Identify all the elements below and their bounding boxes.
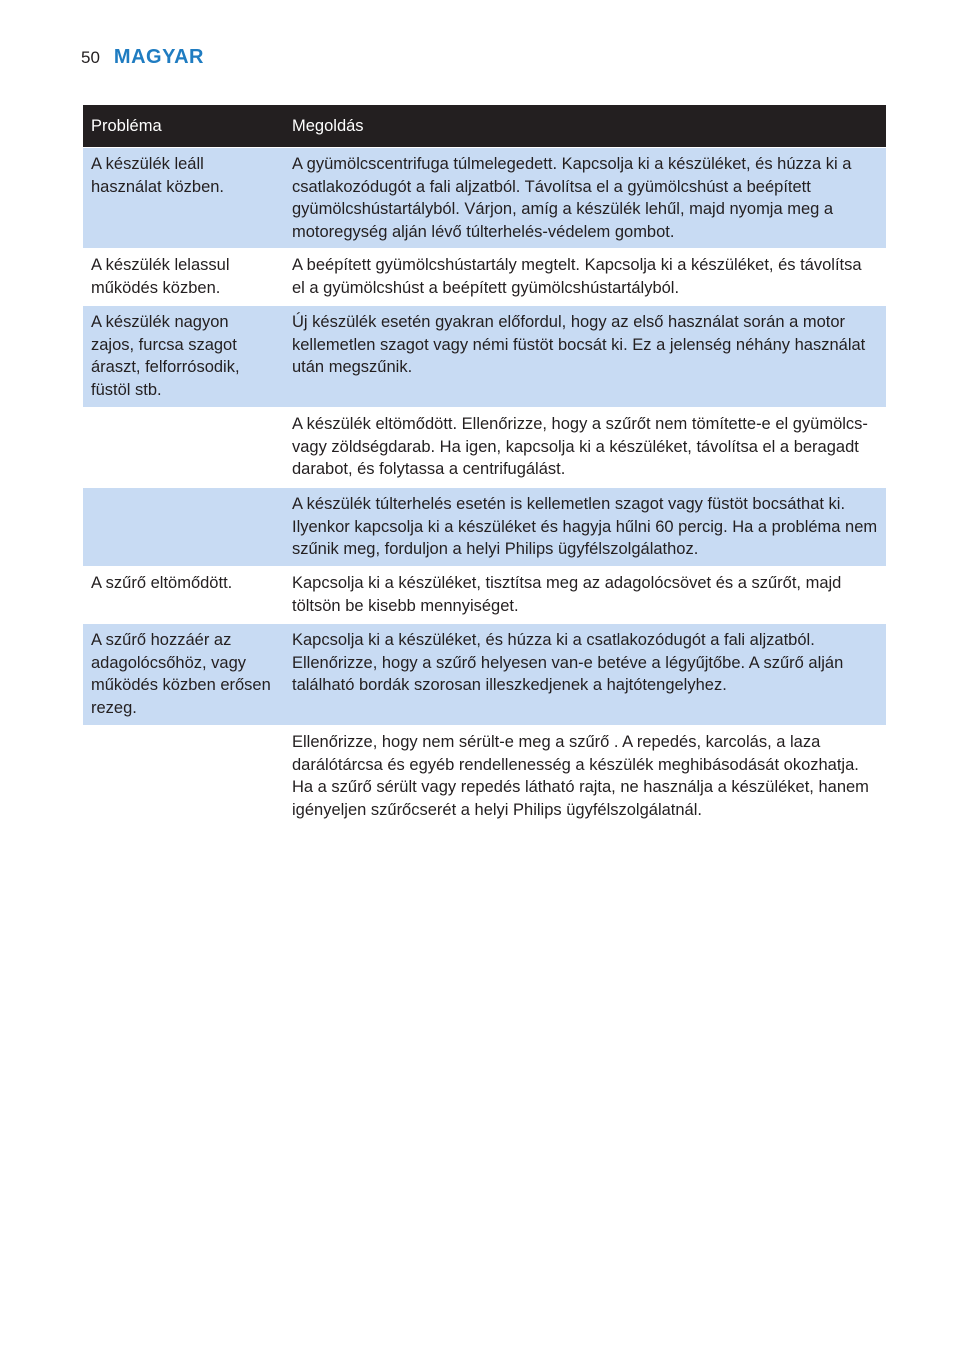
solution-cell: A gyümölcscentrifuga túlmelegedett. Kapcsolja ki a készüléket, és húzza ki a csatlakozódugót a fali aljzatból. Távolítsa el a gyümölcshúst a beépített gyümölcshústartályból. Várjon, amíg a készülék lehűl, majd nyomja meg a motoregység alján lévő túlterhelés-védelem gombot. xyxy=(284,148,886,249)
problem-cell xyxy=(83,408,284,488)
problem-cell: A szűrő eltömődött. xyxy=(83,567,284,624)
troubleshooting-table xyxy=(83,105,886,826)
problem-cell xyxy=(83,726,284,826)
solution-cell: A beépített gyümölcshústartály megtelt. Kapcsolja ki a készüléket, és távolítsa el a gyümölcshúst a beépített gyümölcshústartályból. xyxy=(284,249,886,306)
solution-cell: Kapcsolja ki a készüléket, tisztítsa meg az adagolócsövet és a szűrőt, majd töltsön be kisebb mennyiséget. xyxy=(284,567,886,624)
table-row xyxy=(83,408,886,488)
column-header-problem: Probléma xyxy=(83,105,284,148)
table-row xyxy=(83,488,886,567)
solution-cell: Új készülék esetén gyakran előfordul, hogy az első használat során a motor kellemetlen szagot vagy némi füstöt bocsát ki. Ez a jelenség néhány használat után megszűnik. xyxy=(284,306,886,408)
table-row xyxy=(83,306,886,408)
solution-cell: Kapcsolja ki a készüléket, és húzza ki a csatlakozódugót a fali aljzatból. Ellenőrizze, hogy a szűrő helyesen van-e betéve a légyűjtőbe. A szűrő alján található bordák szorosan illeszkedjenek a hajtótengelyhez. xyxy=(284,624,886,726)
problem-cell: A szűrő hozzáér az adagolócsőhöz, vagy működés közben erősen rezeg. xyxy=(83,624,284,726)
table-row xyxy=(83,726,886,826)
solution-cell: A készülék túlterhelés esetén is kellemetlen szagot vagy füstöt bocsáthat ki. Ilyenkor kapcsolja ki a készüléket és hagyja hűlni 60 percig. Ha a probléma nem szűnik meg, forduljon a helyi Philips ügyfélszolgálathoz. xyxy=(284,488,886,567)
section-language-title: MAGYAR xyxy=(113,46,204,68)
page-header xyxy=(81,46,204,69)
solution-cell: A készülék eltömődött. Ellenőrizze, hogy a szűrőt nem tömítette-e el gyümölcs- vagy zöldségdarab. Ha igen, kapcsolja ki a készüléket, távolítsa el a beragadt darabot, és folytassa a centrifugálást. xyxy=(284,408,886,488)
problem-cell: A készülék lelassul működés közben. xyxy=(83,249,284,306)
problem-cell xyxy=(83,488,284,567)
problem-cell: A készülék nagyon zajos, furcsa szagot áraszt, felforrósodik, füstöl stb. xyxy=(83,306,284,408)
column-header-solution: Megoldás xyxy=(284,105,886,148)
table-header-row xyxy=(83,105,886,148)
table-row xyxy=(83,148,886,249)
problem-cell: A készülék leáll használat közben. xyxy=(83,148,284,249)
table-row xyxy=(83,567,886,624)
table-row xyxy=(83,249,886,306)
table-row xyxy=(83,624,886,726)
solution-cell: Ellenőrizze, hogy nem sérült-e meg a szűrő . A repedés, karcolás, a laza darálótárcsa és egyéb rendellenesség a készülék meghibásodását okozhatja. Ha a szűrő sérült vagy repedés látható rajta, ne használja a készüléket, hanem igényeljen szűrőcserét a helyi Philips ügyfélszolgálatnál. xyxy=(284,726,886,826)
page-number: 50 xyxy=(81,48,100,67)
